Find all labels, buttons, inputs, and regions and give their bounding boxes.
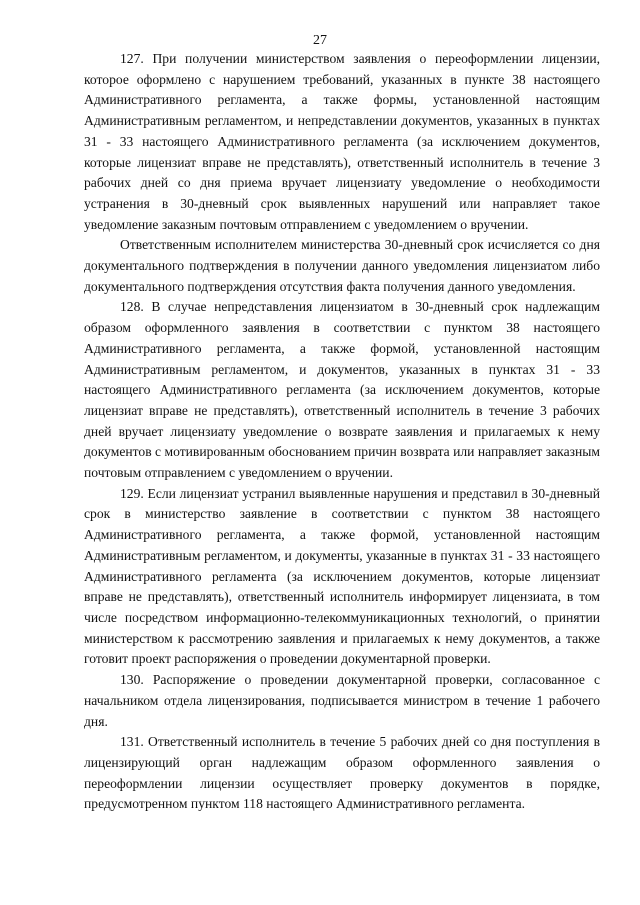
paragraph-127: 127. При получении министерством заявления о переоформлении лицензии, которое оформлено с нарушением требований, указанных в пункте 38 настоящего Административного регламента, а также формы, установленной настоящим Административным регламентом, и непредставлении документов, указанных в пунктах 31 - 33 настоящего Административного регламента (за исключением документов, которые лицензиат вправе не представлять), ответственный исполнитель в течение 3 рабочих дней со дня приема вручает лицензиату уведомление о необходимости устранения в 30-дневный срок выявленных нарушений или направляет такое уведомление заказным почтовым отправлением с уведомлением о вручении. — [84, 51, 600, 232]
paragraph-127-term: Ответственным исполнителем министерства 30-дневный срок исчисляется со дня документального подтверждения в получении данного уведомления лицензиатом либо документального подтверждения отсутствия факта получения данного уведомления. — [84, 237, 600, 294]
paragraph-129: 129. Если лицензиат устранил выявленные нарушения и представил в 30-дневный срок в министерство заявление в соответствии с пунктом 38 настоящего Административного регламента, а также формой, установленной настоящим Административным регламентом, и документы, указанные в пунктах 31 - 33 настоящего Административного регламента (за исключением документов, которые лицензиат вправе не представлять), ответственный исполнитель информирует лицензиата, в том числе посредством информационно-телекоммуникационных технологий, о принятии министерством к рассмотрению заявления и прилагаемых к нему документов, а также готовит проект распоряжения о проведении документарной проверки. — [84, 485, 600, 667]
paragraph-128: 128. В случае непредставления лицензиатом в 30-дневный срок надлежащим образом оформленного заявления в соответствии с пунктом 38 настоящего Административного регламента, а также формой, установленной настоящим Административным регламентом, и документов, указанных в пунктах 31 - 33 настоящего Административного регламента (за исключением документов, которые лицензиат вправе не представлять), ответственный исполнитель в течение 3 рабочих дней вручает лицензиату уведомление о возврате заявления и прилагаемых к нему документов с мотивированным обоснованием причин возврата или направляет заказным почтовым отправлением с уведомлением о вручении. — [84, 299, 600, 481]
paragraph-131: 131. Ответственный исполнитель в течение 5 рабочих дней со дня поступления в лицензирующий орган надлежащим образом оформленного заявления о переоформлении лицензии осуществляет проверку документов в порядке, предусмотренном пунктом 118 настоящего Административного регламента. — [84, 734, 600, 812]
paragraph-130: 130. Распоряжение о проведении документарной проверки, согласованное с начальником отдела лицензирования, подписывается министром в течение 1 рабочего дня. — [84, 672, 600, 729]
page-number: 27 — [313, 33, 327, 48]
document-body — [84, 49, 600, 815]
